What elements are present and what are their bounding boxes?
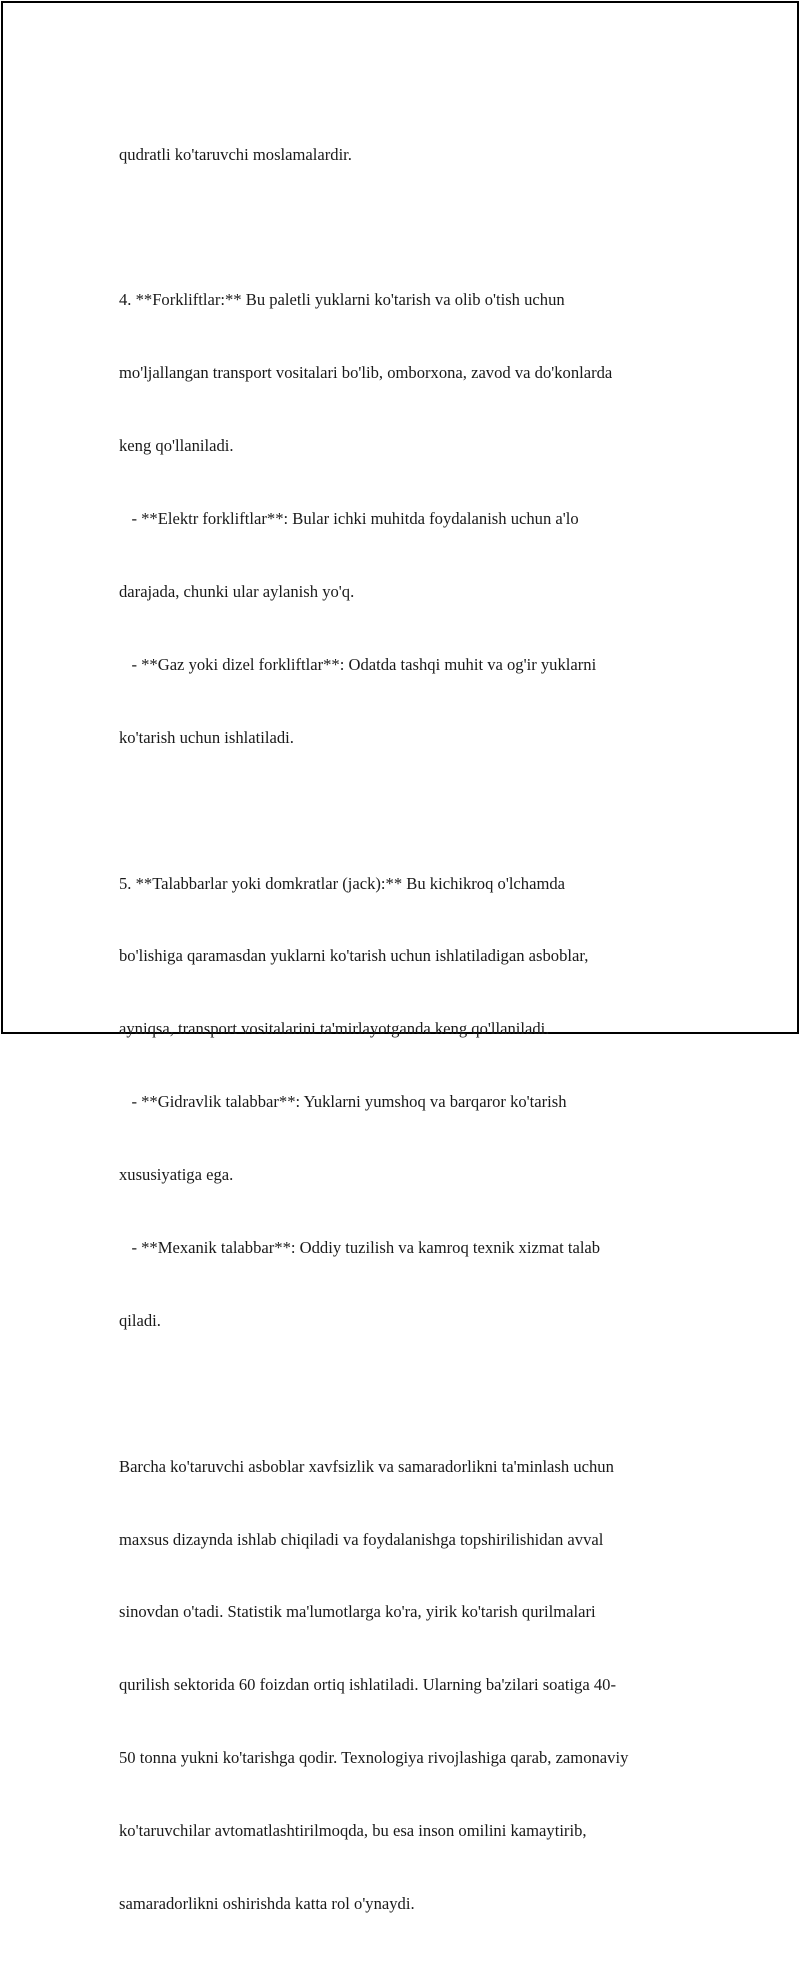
text-line: maxsus dizaynda ishlab chiqiladi va foydalanishga topshirilishidan avval (119, 1529, 604, 1549)
text-line: ayniqsa, transport vositalarini ta'mirlayotganda keng qo'llaniladi. (119, 1019, 550, 1039)
text-line: keng qo'llaniladi. (119, 436, 234, 456)
blank-line (119, 215, 689, 239)
text-line: 5. **Talabbarlar yoki domkratlar (jack):** Bu kichikroq o'lchamda (119, 873, 566, 893)
text-line: qudratli ko'taruvchi moslamalardir. (119, 144, 352, 164)
text-line: qiladi. (119, 1310, 161, 1330)
text-line: - **Gidravlik talabbar**: Yuklarni yumshoq va barqaror ko'tarish (119, 1092, 567, 1112)
text-line: Barcha ko'taruvchi asboblar xavfsizlik va samaradorlikni ta'minlash uchun (119, 1456, 614, 1476)
text-line: ko'tarish uchun ishlatiladi. (119, 727, 294, 747)
blank-line (119, 799, 689, 823)
document-page (1, 1, 799, 1913)
text-line: - **Mexanik talabbar**: Oddiy tuzilish va kamroq texnik xizmat talab (119, 1237, 601, 1257)
text-line: samaradorlikni oshirishda katta rol o'ynaydi. (119, 1893, 415, 1913)
text-line: bo'lishiga qaramasdan yuklarni ko'tarish uchun ishlatiladigan asboblar, (119, 946, 589, 966)
text-line: ko'taruvchilar avtomatlashtirilmoqda, bu esa inson omilini kamaytirib, (119, 1821, 587, 1841)
text-line: 50 tonna yukni ko'tarishga qodir. Texnologiya rivojlashiga qarab, zamonaviy (119, 1748, 629, 1768)
text-line: - **Elektr forkliftlar**: Bular ichki muhitda foydalanish uchun a'lo (119, 509, 579, 529)
text-line: darajada, chunki ular aylanish yo'q. (119, 581, 355, 601)
text-line: mo'ljallangan transport vositalari bo'lib, omborxona, zavod va do'konlarda (119, 363, 613, 383)
document-body (119, 94, 689, 1965)
text-line: 4. **Forkliftlar:** Bu paletli yuklarni ko'tarish va olib o'tish uchun (119, 290, 565, 310)
text-line: qurilish sektorida 60 foizdan ortiq ishlatiladi. Ularning ba'zilari soatiga 40- (119, 1675, 616, 1695)
text-line: xususiyatiga ega. (119, 1165, 234, 1185)
text-line: sinovdan o'tadi. Statistik ma'lumotlarga ko'ra, yirik ko'tarish qurilmalari (119, 1602, 596, 1622)
blank-line (119, 1382, 689, 1406)
text-line: - **Gaz yoki dizel forkliftlar**: Odatda tashqi muhit va og'ir yuklarni (119, 654, 597, 674)
